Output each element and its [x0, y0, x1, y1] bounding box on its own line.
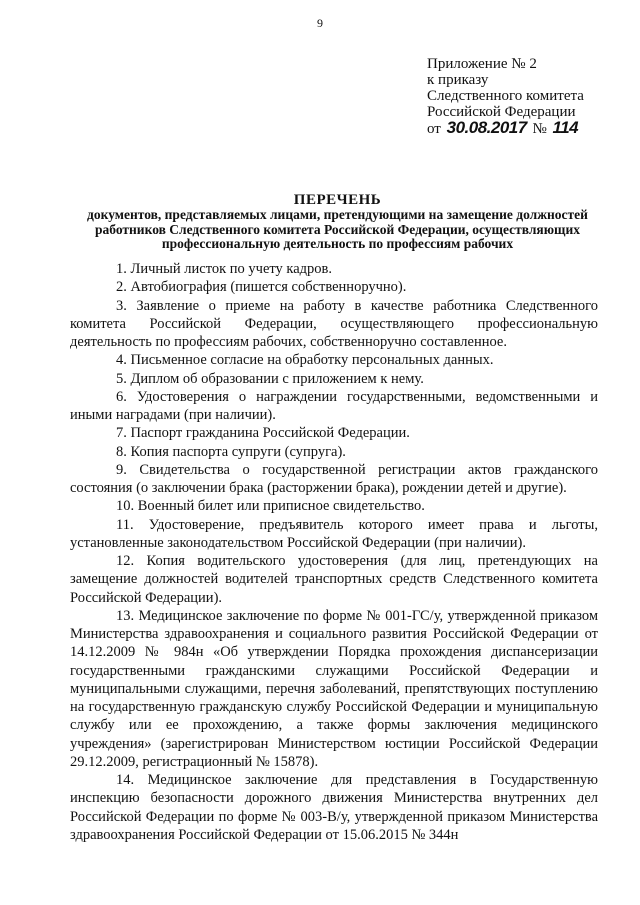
list-item: 3. Заявление о приеме на работу в качестве работника Следственного комитета Российской Федерации, осуществляющего профессиональную деятельность по профессиям рабочих, собственноручно составленное. — [70, 297, 598, 350]
list-item: 4. Письменное согласие на обработку персональных данных. — [116, 352, 494, 369]
document-list — [70, 260, 598, 844]
list-item: 2. Автобиография (пишется собственноручно). — [116, 279, 407, 296]
appendix-title: Приложение № 2 — [427, 56, 537, 72]
page-number: 9 — [317, 16, 323, 30]
list-item: 5. Диплом об образовании с приложением к нему. — [116, 370, 424, 387]
appendix-date-line — [427, 120, 627, 137]
list-item: 14. Медицинское заключение для представления в Государственную инспекцию безопасности дорожного движения Министерства внутренних дел Российской Федерации по форме № 003-В/у, утвержденной приказом Министерства здравоохранения Российской Федерации от 15.06.2015 № 344н — [70, 772, 598, 843]
document-title-block — [70, 192, 605, 252]
order-number: 114 — [552, 118, 579, 137]
list-item: 9. Свидетельства о государственной регистрации актов гражданского состояния (о заключении брака (расторжении брака), рождении детей и другие). — [70, 461, 598, 496]
document-title: ПЕРЕЧЕНЬ — [293, 192, 382, 208]
list-item: 8. Копия паспорта супруги (супруга). — [116, 443, 346, 460]
list-item: 7. Паспорт гражданина Российской Федерации. — [116, 425, 410, 442]
date-prefix: от — [427, 121, 441, 137]
order-date: 30.08.2017 — [446, 118, 527, 137]
appendix-header — [427, 56, 627, 137]
list-item: 6. Удостоверения о награждении государственными, ведомственными и иными наградами (при наличии). — [70, 388, 598, 423]
list-item: 11. Удостоверение, предъявитель которого имеет права и льготы, установленные законодательством Российской Федерации (при наличии). — [70, 516, 598, 551]
list-item: 13. Медицинское заключение по форме № 001-ГС/у, утвержденной приказом Министерства здравоохранения и социального развития Российской Федерации от 14.12.2009 № 984н «Об утверждении Порядка прохождения диспансеризации государственными гражданскими служащими Российской Федерации и муниципальными служащими, перечня заболеваний, препятствующих поступлению на государственную гражданскую службу Российской Федерации и муниципальную службу или ее прохождению, а также формы заключения медицинского учреждения» (зарегистрирован Министерством юстиции Российской Федерации 29.12.2009, регистрационный № 15878). — [70, 607, 598, 770]
list-item: 12. Копия водительского удостоверения (для лиц, претендующих на замещение должностей водителей транспортных средств Следственного комитета Российской Федерации). — [70, 553, 598, 606]
list-item: 10. Военный билет или приписное свидетельство. — [116, 498, 425, 515]
appendix-federation: Российской Федерации — [427, 104, 576, 120]
number-prefix: № — [532, 121, 547, 137]
list-item: 1. Личный листок по учету кадров. — [116, 261, 333, 277]
appendix-order-ref: к приказу — [427, 72, 489, 88]
appendix-committee: Следственного комитета — [427, 88, 584, 104]
document-subtitle: документов, представляемых лицами, претендующими на замещение должностей работников Следственного комитета Российской Федерации, осуществляющих профессиональную деятельность по профессиям рабочих — [87, 207, 588, 251]
